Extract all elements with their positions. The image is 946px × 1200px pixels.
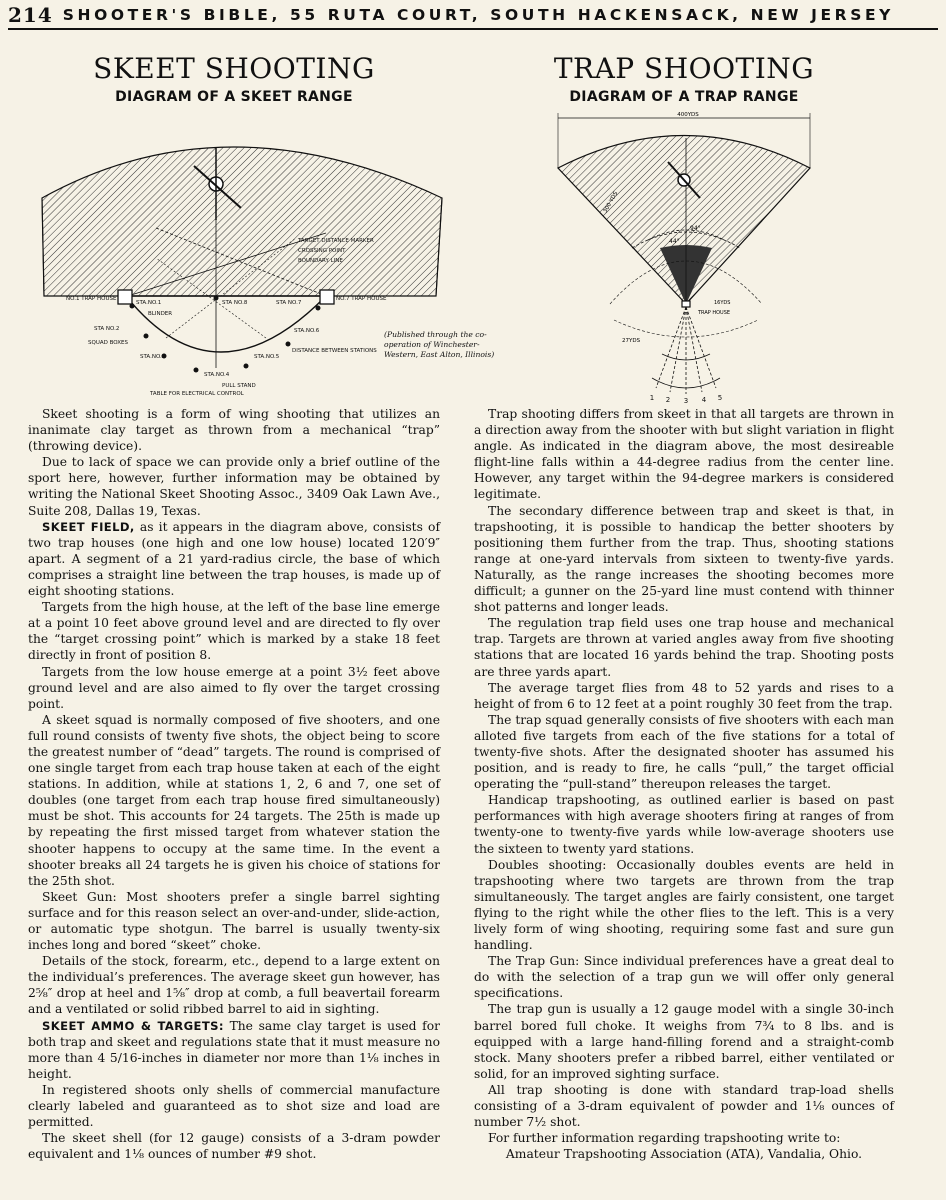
trap-title: TRAP SHOOTING <box>553 52 815 85</box>
skeet-label-target-marker: TARGET DISTANCE MARKER <box>298 238 374 244</box>
paragraph <box>28 712 440 889</box>
trap-label-width: 400YDS <box>677 112 699 118</box>
paragraph <box>474 953 894 1001</box>
paragraph-text: Targets from the low house emerge at a point 3½ feet above ground level and are also aimed to fly over the target crossing point. <box>28 664 440 711</box>
paragraph <box>28 953 440 1017</box>
paragraph-text: Doubles shooting: Occasionally doubles events are held in trapshooting where two targets are thrown from the trap simultaneously. The target angles are fairly consistent, one target flying to the right while the other flies to the left. This is a very lively form of wing shooting, requiring some fast and sure gun handling. <box>474 857 894 953</box>
paragraph <box>28 519 440 599</box>
skeet-label-distance: DISTANCE BETWEEN STATIONS <box>292 348 377 354</box>
trap-label-94: 94° <box>690 225 701 232</box>
paragraph <box>474 503 894 616</box>
skeet-label-boundary: BOUNDARY LINE <box>298 258 343 264</box>
paragraph <box>28 1130 440 1162</box>
paragraph-text: For further information regarding trapshooting write to: <box>488 1131 841 1146</box>
paragraph-text: All trap shooting is done with standard trap-load shells consisting of a 3-dram equivalent of powder and 1⅛ ounces of number 7½ shot. <box>474 1082 894 1130</box>
paragraph-text: The secondary difference between trap and skeet is that, in trapshooting, it is possible to handicap the better shooters by positioning them further from the trap. Thus, shooting stations range at one-yard intervals from sixteen to twenty-five yards. Naturally, as the range increases the shooting becomes more difficult; a gunner on the 25-yard line must contend with thinner shot patterns and longer leads. <box>474 503 894 615</box>
paragraph <box>28 664 440 712</box>
paragraph-text: Amateur Trapshooting Association (ATA), Vandalia, Ohio. <box>505 1147 863 1162</box>
skeet-subtitle: DIAGRAM OF A SKEET RANGE <box>115 89 353 105</box>
paragraph <box>28 406 440 454</box>
paragraph <box>28 454 440 518</box>
skeet-label-blinder: BLINDER <box>148 311 173 317</box>
trap-label-27yds: 27YDS <box>622 338 641 344</box>
paragraph-text: The regulation trap field uses one trap house and mechanical trap. Targets are thrown at varied angles away from five shooting stations that are located 16 yards behind the trap. Shooting posts are three yards apart. <box>474 616 894 679</box>
section-heading: SKEET FIELD, <box>42 519 135 534</box>
trap-label-trap-house: TRAP HOUSE <box>698 310 731 316</box>
skeet-label-squad-boxes: SQUAD BOXES <box>88 340 128 346</box>
paragraph <box>474 712 894 792</box>
paragraph-text: Due to lack of space we can provide only a brief outline of the sport here, however, further information may be obtained by writing the National Skeet Shooting Assoc., 3409 Oak Lawn Ave., Suite 208, Dallas 19, Texas. <box>28 455 440 518</box>
paragraph-text: as it appears in the diagram above, consists of two trap houses (one high and one low house) located 120′9″ apart. A segment of a 21 yard-radius circle, the base of which comprises a straight line between the trap houses, is made up of eight shooting stations. <box>28 519 440 599</box>
paragraph <box>474 615 894 679</box>
skeet-body <box>28 406 440 1162</box>
paragraph-text: The skeet shell (for 12 gauge) consists of a 3-dram powder equivalent and 1⅛ ounces of number #9 shot. <box>28 1131 440 1162</box>
paragraph-text: Skeet shooting is a form of wing shooting that utilizes an inanimate clay target as thrown from a mechanical “trap” (throwing device). <box>28 407 440 454</box>
paragraph-text: Handicap trapshooting, as outlined earlier is based on past performances with high average shooters firing at ranges of from twenty-one to twenty-five yards while low-average shooters use the sixteen to twenty yard stations. <box>474 793 894 856</box>
paragraph-text: The trap gun is usually a 12 gauge model with a single 30-inch barrel bored full choke. It weighs from 7¾ to 8 lbs. and is equipped with a large hand-filling forend and a straight-comb stock. Many shooters prefer a ribbed barrel, either ventilated or solid, for an improved sighting surface. <box>474 1002 894 1081</box>
paragraph <box>474 680 894 712</box>
skeet-label-no1-trap: NO.1 TRAP HOUSE <box>66 296 117 302</box>
skeet-label-no7-trap: NO.7 TRAP HOUSE <box>336 296 387 302</box>
skeet-label-crossing: CROSSING POINT <box>298 248 346 254</box>
svg-text:5: 5 <box>717 394 723 402</box>
svg-text:4: 4 <box>701 396 707 404</box>
trap-label-44: 44° <box>669 238 680 245</box>
skeet-label-sta8: STA NO.8 <box>222 300 248 306</box>
paragraph-text: Skeet Gun: Most shooters prefer a single barrel sighting surface and for this reason select an over-and-under, slide-action, or automatic type shotgun. The barrel is usually twenty-six inches long and bored “skeet” choke. <box>28 889 440 953</box>
svg-text:3: 3 <box>683 397 689 404</box>
paragraph-text: The average target flies from 48 to 52 yards and rises to a height of from 6 to 12 feet at a point roughly 30 feet from the trap. <box>474 680 894 711</box>
skeet-label-sta3: STA.NO.3 <box>140 354 166 360</box>
paragraph-text: In registered shoots only shells of commercial manufacture clearly labeled and guaranteed as to shot size and load are permitted. <box>28 1082 440 1130</box>
section-heading: SKEET AMMO & TARGETS: <box>42 1018 224 1033</box>
header-rule <box>8 28 938 30</box>
paragraph <box>474 1001 894 1081</box>
skeet-label-sta7: STA NO.7 <box>276 300 302 306</box>
page-number: 214 <box>8 3 53 27</box>
skeet-label-sta5: STA.NO.5 <box>254 354 280 360</box>
skeet-label-sta1: STA.NO.1 <box>136 300 162 306</box>
paragraph <box>28 1082 440 1130</box>
paragraph-text: Targets from the high house, at the left of the base line emerge at a point 10 feet above ground level and are directed to fly over the “target crossing point” which is marked by a stake 18 feet directly in front of position 8. <box>28 600 440 663</box>
paragraph <box>28 889 440 953</box>
paragraph-text: The Trap Gun: Since individual preferences have a great deal to do with the selection of a trap gun we will offer only general specifications. <box>474 954 894 1001</box>
skeet-label-sta2: STA NO.2 <box>94 326 120 332</box>
skeet-label-sta4: STA.NO.4 <box>204 372 230 378</box>
skeet-credit: (Published through the co-operation of Winchester-Western, East Alton, Illinois) <box>384 330 495 359</box>
trap-label-16yds: 16YDS <box>714 300 731 306</box>
paragraph <box>474 792 894 856</box>
paragraph <box>474 406 894 503</box>
page-header <box>8 2 938 28</box>
paragraph-text: The trap squad generally consists of five shooters with each man alloted five targets from each of the five stations for a total of twenty-five shots. After the designated shooter has assumed his position, and is ready to fire, he calls “pull,” the target official operating the “pull-stand” thereupon releases the target. <box>474 712 894 792</box>
paragraph <box>28 599 440 663</box>
paragraph <box>474 1082 894 1130</box>
paragraph-text: The same clay target is used for both trap and skeet and regulations state that it must measure no more than 4 5/16-inches in diameter nor more than 1⅛ inches in height. <box>28 1018 440 1081</box>
paragraph-text: Details of the stock, forearm, etc., depend to a large extent on the individual’s preferences. The average skeet gun however, has 2⅝″ drop at heel and 1⅝″ drop at comb, a full beavertail forearm and a ventilated or solid ribbed barrel to aid in sighting. <box>28 954 440 1017</box>
paragraph <box>474 1146 894 1162</box>
skeet-label-table: TABLE FOR ELECTRICAL CONTROL <box>150 391 244 397</box>
trap-subtitle: DIAGRAM OF A TRAP RANGE <box>569 89 799 105</box>
skeet-title: SKEET SHOOTING <box>93 52 375 85</box>
paragraph-text: Trap shooting differs from skeet in that all targets are thrown in a direction away from the shooter with but slight variation in flight angle. As indicated in the diagram above, the most desireable flight-line falls within a 44-degree radius from the center line. However, any target within the 94-degree markers is considered legitimate. <box>474 407 894 502</box>
paragraph <box>474 857 894 954</box>
svg-text:1: 1 <box>649 394 655 402</box>
svg-text:2: 2 <box>665 396 671 404</box>
skeet-label-pull-stand: PULL STAND <box>222 383 256 389</box>
publisher-line: SHOOTER'S BIBLE, 55 RUTA COURT, SOUTH HACKENSACK, NEW JERSEY <box>62 6 894 24</box>
trap-body <box>474 406 894 1162</box>
skeet-label-sta6: STA.NO.6 <box>294 328 320 334</box>
paragraph-text: A skeet squad is normally composed of five shooters, and one full round consists of twenty five shots, the object being to score the greatest number of “dead” targets. The round is comprised of one single target from each trap house taken at each of the eight stations. In addition, while at stations 1, 2, 6 and 7, one set of doubles (one target from each trap house fired simultaneously) must be shot. This accounts for 24 targets. The 25th is made up by repeating the first missed target from whatever station the shooter happens to occupy at the same time. In the event a shooter breaks all 24 targets he is given his choice of stations for the 25th shot. <box>28 712 440 888</box>
paragraph <box>474 1130 894 1146</box>
trap-range-diagram <box>548 108 824 404</box>
paragraph <box>28 1018 440 1082</box>
trap-label-radius: 300 YDS <box>602 190 620 214</box>
